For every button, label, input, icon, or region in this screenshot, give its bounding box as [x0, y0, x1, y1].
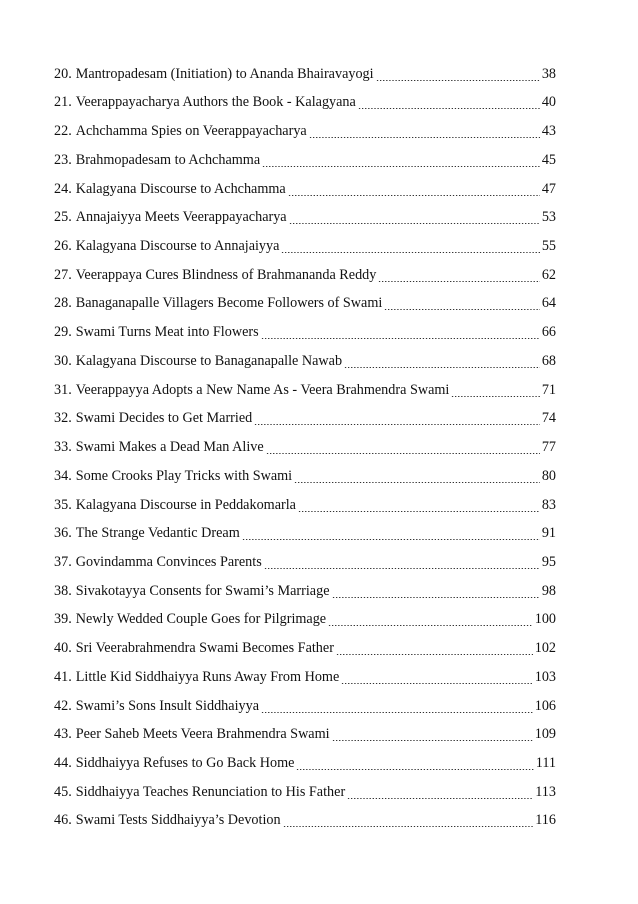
- toc-entry-number: 21.: [54, 94, 72, 111]
- toc-entry-number: 20.: [54, 65, 72, 82]
- dot-leader: [358, 94, 540, 111]
- dot-leader: [264, 554, 540, 571]
- dot-leader: [332, 726, 533, 743]
- toc-entry-title: Kalagyana Discourse to Annajaiyya: [75, 238, 280, 255]
- toc-entry-title: Kalagyana Discourse to Achchamma: [75, 180, 286, 197]
- toc-entry-number: 35.: [54, 496, 72, 513]
- toc-entry-title: Veerappayya Adopts a New Name As - Veera Brahmendra Swami: [75, 381, 450, 398]
- toc-entry: [54, 169, 556, 198]
- toc-entry-page: 71: [541, 381, 556, 398]
- toc-entry-number: 25.: [54, 209, 72, 226]
- dot-leader: [378, 267, 539, 284]
- toc-entry: [54, 255, 556, 284]
- toc-entry: [54, 686, 556, 715]
- toc-entry-page: 47: [541, 180, 556, 197]
- toc-entry-number: 36.: [54, 525, 72, 542]
- toc-entry-page: 98: [541, 582, 556, 599]
- toc-entry-page: 102: [534, 640, 556, 657]
- dot-leader: [283, 812, 534, 829]
- toc-entry-number: 43.: [54, 726, 72, 743]
- dot-leader: [341, 669, 532, 686]
- toc-entry-title: Kalagyana Discourse in Peddakomarla: [75, 496, 296, 513]
- toc-entry-page: 100: [534, 611, 556, 628]
- dot-leader: [332, 583, 540, 600]
- toc-entry: [54, 801, 556, 830]
- dot-leader: [289, 209, 540, 226]
- toc-entry: [54, 628, 556, 657]
- toc-entry: [54, 370, 556, 399]
- dot-leader: [288, 181, 540, 198]
- toc-entry-page: 66: [541, 324, 556, 341]
- dot-leader: [347, 784, 533, 801]
- toc-entry-title: Mantropadesam (Initiation) to Ananda Bhairavayogi: [75, 65, 374, 82]
- toc-entry-number: 33.: [54, 439, 72, 456]
- toc-entry-page: 62: [541, 266, 556, 283]
- toc-entry-number: 23.: [54, 151, 72, 168]
- toc-entry-title: Swami Tests Siddhaiyya’s Devotion: [75, 812, 281, 829]
- dot-leader: [298, 497, 540, 514]
- toc-entry: [54, 542, 556, 571]
- toc-entry-title: Swami Makes a Dead Man Alive: [75, 439, 264, 456]
- toc-entry-number: 29.: [54, 324, 72, 341]
- toc-entry-title: Sri Veerabrahmendra Swami Becomes Father: [75, 640, 334, 657]
- toc-entry-page: 38: [541, 65, 556, 82]
- toc-entry-title: Swami’s Sons Insult Siddhaiyya: [75, 697, 260, 714]
- toc-entry-number: 38.: [54, 582, 72, 599]
- toc-entry-number: 44.: [54, 754, 72, 771]
- toc-entry-title: Achchamma Spies on Veerappayacharya: [75, 123, 307, 140]
- toc-entry: [54, 312, 556, 341]
- toc-entry: [54, 54, 556, 83]
- toc-entry-page: 77: [541, 439, 556, 456]
- toc-entry-number: 22.: [54, 123, 72, 140]
- dot-leader: [451, 382, 539, 399]
- dot-leader: [254, 410, 540, 427]
- toc-entry: [54, 456, 556, 485]
- toc-entry-number: 45.: [54, 783, 72, 800]
- dot-leader: [296, 755, 533, 772]
- toc-entry-number: 27.: [54, 266, 72, 283]
- toc-entry-title: Siddhaiyya Teaches Renunciation to His Father: [75, 783, 346, 800]
- toc-entry-title: Govindamma Convinces Parents: [75, 553, 262, 570]
- toc-entry-title: Banaganapalle Villagers Become Followers of Swami: [75, 295, 383, 312]
- dot-leader: [384, 295, 539, 312]
- toc-entry-page: 45: [541, 151, 556, 168]
- toc-entry-number: 37.: [54, 553, 72, 570]
- toc-entry-title: Sivakotayya Consents for Swami’s Marriage: [75, 582, 330, 599]
- toc-entry-page: 80: [541, 467, 556, 484]
- toc-entry-title: Kalagyana Discourse to Banaganapalle Nawab: [75, 352, 343, 369]
- toc-entry: [54, 226, 556, 255]
- toc-entry-page: 116: [535, 812, 556, 829]
- toc-entry-page: 83: [541, 496, 556, 513]
- toc-entry-page: 103: [534, 668, 556, 685]
- dot-leader: [294, 468, 540, 485]
- toc-entry: [54, 427, 556, 456]
- toc-entry-title: Siddhaiyya Refuses to Go Back Home: [75, 754, 295, 771]
- toc-entry-number: 34.: [54, 467, 72, 484]
- toc-entry: [54, 600, 556, 629]
- toc-entry-title: Swami Turns Meat into Flowers: [75, 324, 259, 341]
- toc-entry-page: 109: [534, 726, 556, 743]
- toc-entry-number: 42.: [54, 697, 72, 714]
- toc-entry: [54, 284, 556, 313]
- toc-entry-number: 24.: [54, 180, 72, 197]
- dot-leader: [281, 238, 539, 255]
- toc-entry-title: Veerappayacharya Authors the Book - Kalagyana: [75, 94, 356, 111]
- toc-entry: [54, 715, 556, 744]
- toc-entry-title: Peer Saheb Meets Veera Brahmendra Swami: [75, 726, 330, 743]
- toc-entry-number: 28.: [54, 295, 72, 312]
- toc-entry-page: 91: [541, 525, 556, 542]
- toc-entry-page: 43: [541, 123, 556, 140]
- toc-entry-number: 30.: [54, 352, 72, 369]
- toc-entry: [54, 198, 556, 227]
- dot-leader: [309, 123, 540, 140]
- toc-entry-page: 111: [535, 754, 556, 771]
- dot-leader: [262, 152, 540, 169]
- dot-leader: [328, 611, 533, 628]
- toc-entry-number: 40.: [54, 640, 72, 657]
- toc-entry: [54, 772, 556, 801]
- toc-entry-title: Annajaiyya Meets Veerappayacharya: [75, 209, 287, 226]
- toc-entry: [54, 514, 556, 543]
- toc-entry-page: 68: [541, 352, 556, 369]
- toc-entry: [54, 341, 556, 370]
- toc-entry: [54, 399, 556, 428]
- toc-entry: [54, 83, 556, 112]
- toc-entry-title: Brahmopadesam to Achchamma: [75, 151, 261, 168]
- toc-entry: [54, 743, 556, 772]
- toc-entry-number: 32.: [54, 410, 72, 427]
- toc-entry-page: 40: [541, 94, 556, 111]
- dot-leader: [261, 324, 540, 341]
- dot-leader: [376, 66, 540, 83]
- toc-entry-page: 53: [541, 209, 556, 226]
- toc-entry-page: 95: [541, 553, 556, 570]
- toc-entry-page: 64: [541, 295, 556, 312]
- dot-leader: [266, 439, 540, 456]
- toc-entry-page: 74: [541, 410, 556, 427]
- toc-entry-title: Little Kid Siddhaiyya Runs Away From Home: [75, 668, 340, 685]
- toc-entry-number: 39.: [54, 611, 72, 628]
- toc-entry: [54, 140, 556, 169]
- toc-entry-number: 41.: [54, 668, 72, 685]
- toc-entry: [54, 485, 556, 514]
- toc-entry-number: 26.: [54, 238, 72, 255]
- toc-entry-page: 113: [535, 783, 556, 800]
- toc-entry-title: The Strange Vedantic Dream: [75, 525, 240, 542]
- toc-entry-title: Newly Wedded Couple Goes for Pilgrimage: [75, 611, 327, 628]
- toc-entry-title: Some Crooks Play Tricks with Swami: [75, 467, 293, 484]
- toc-entry: [54, 571, 556, 600]
- dot-leader: [336, 640, 533, 657]
- toc-entry-page: 55: [541, 238, 556, 255]
- toc-entry: [54, 657, 556, 686]
- toc-entry-number: 31.: [54, 381, 72, 398]
- toc-entry-title: Veerappaya Cures Blindness of Brahmananda Reddy: [75, 266, 377, 283]
- table-of-contents: [54, 54, 556, 829]
- toc-entry-title: Swami Decides to Get Married: [75, 410, 253, 427]
- toc-entry-number: 46.: [54, 812, 72, 829]
- toc-entry-page: 106: [534, 697, 556, 714]
- dot-leader: [242, 525, 540, 542]
- dot-leader: [344, 353, 540, 370]
- toc-entry: [54, 111, 556, 140]
- dot-leader: [261, 698, 533, 715]
